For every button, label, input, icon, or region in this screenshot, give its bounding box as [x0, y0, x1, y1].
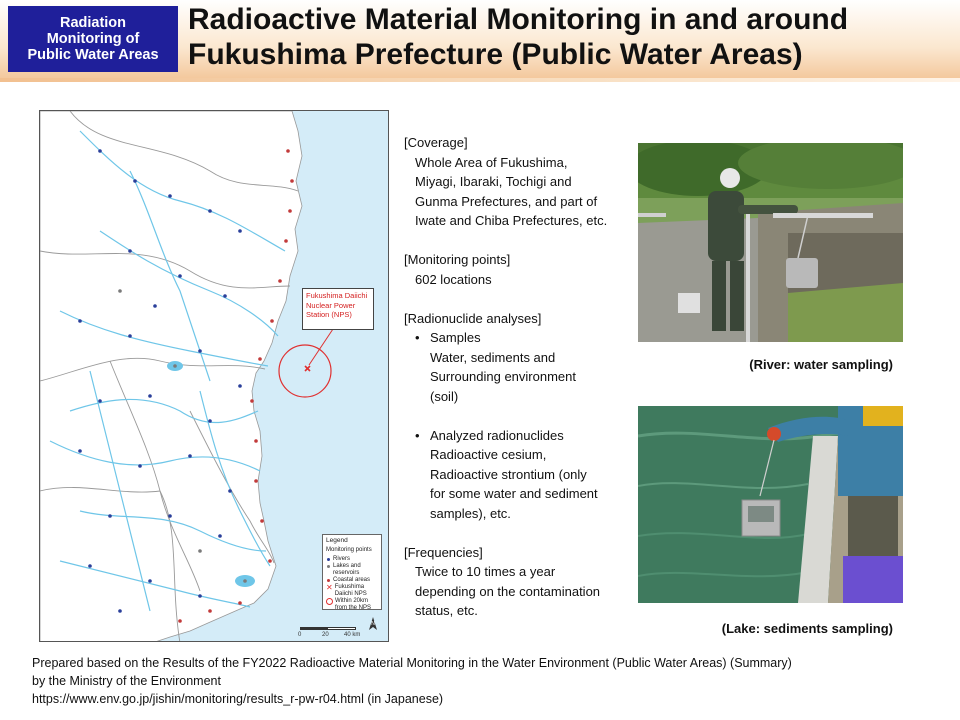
source-note [32, 654, 942, 708]
legend-item-coastal: Coastal areas [326, 577, 378, 584]
analyzed-line: samples), etc. [430, 505, 511, 521]
scale-tick: 40 km [344, 632, 361, 638]
map-legend [322, 534, 382, 610]
legend-item-20km: Within 20km from the NPS [326, 598, 378, 612]
info-panel [404, 133, 636, 621]
monitoring-points-heading: [Monitoring points] [404, 252, 511, 267]
legend-dot-icon [327, 579, 330, 582]
frequencies-heading: [Frequencies] [404, 544, 483, 560]
river-photo-caption: (River: water sampling) [749, 357, 893, 372]
analyzed-line: Radioactive strontium (only [430, 466, 587, 482]
samples-line: (soil) [430, 388, 459, 404]
analyzed-line: Radioactive cesium, [430, 447, 547, 462]
header-divider [0, 78, 960, 82]
cross-icon: ✕ [326, 583, 333, 592]
lake-photo-caption: (Lake: sediments sampling) [721, 621, 893, 636]
frequencies-line: status, etc. [415, 603, 478, 618]
source-line: Prepared based on the Results of the FY2022 Radioactive Material Monitoring in the Water Environment (Public Water Areas) (Summary) [32, 656, 792, 670]
coverage-line: Gunma Prefectures, and part of [415, 193, 598, 209]
samples-line: Surrounding environment [430, 369, 576, 384]
nps-leader-line [309, 326, 335, 365]
analyzed-line: for some water and sediment [430, 486, 598, 501]
page-title: Radioactive Material Monitoring in and around Fukushima Prefecture (Public Water Areas) [188, 3, 849, 71]
nps-marker [305, 366, 310, 371]
coverage-line: Iwate and Chiba Prefectures, etc. [415, 213, 608, 228]
scale-tick: 20 [322, 632, 329, 638]
coverage-heading: [Coverage] [404, 135, 468, 150]
legend-dot-icon [327, 558, 330, 561]
legend-item-rivers: Rivers [326, 556, 378, 563]
lake-sampling-photo [638, 406, 903, 603]
legend-subtitle: Monitoring points [326, 547, 372, 553]
north-arrow-icon: N [366, 617, 380, 637]
legend-dot-icon [327, 565, 330, 568]
analyses-heading: [Radionuclide analyses] [404, 310, 542, 326]
frequencies-line: depending on the contamination [415, 583, 601, 599]
legend-title: Legend [326, 537, 348, 544]
section-label: Radiation Monitoring of Public Water Areas [8, 6, 178, 72]
legend-item-nps: ✕ Fukushima Daiichi NPS [326, 583, 367, 597]
river-sampling-photo [638, 143, 903, 342]
samples-label: • Samples [404, 328, 636, 348]
frequencies-line: Twice to 10 times a year [415, 564, 556, 579]
monitoring-points-value: 602 locations [415, 271, 492, 287]
samples-line: Water, sediments and [430, 349, 556, 365]
source-url: https://www.env.go.jp/jishin/monitoring/results_r-pw-r04.html (in Japanese) [32, 692, 444, 706]
coverage-line: Whole Area of Fukushima, [415, 154, 568, 170]
source-line: by the Ministry of the Environment [32, 674, 221, 688]
circle-icon [326, 598, 333, 605]
scale-bar [298, 627, 368, 639]
analyzed-label: • Analyzed radionuclides [404, 426, 636, 446]
nps-callout: Fukushima Daiichi Nuclear Power Station (NPS) [302, 288, 374, 330]
legend-item-lakes: Lakes and reservoirs [326, 563, 378, 577]
land-area [40, 111, 302, 642]
monitoring-map [39, 110, 389, 642]
scale-tick: 0 [298, 632, 302, 638]
coverage-line: Miyagi, Ibaraki, Tochigi and [415, 174, 572, 189]
